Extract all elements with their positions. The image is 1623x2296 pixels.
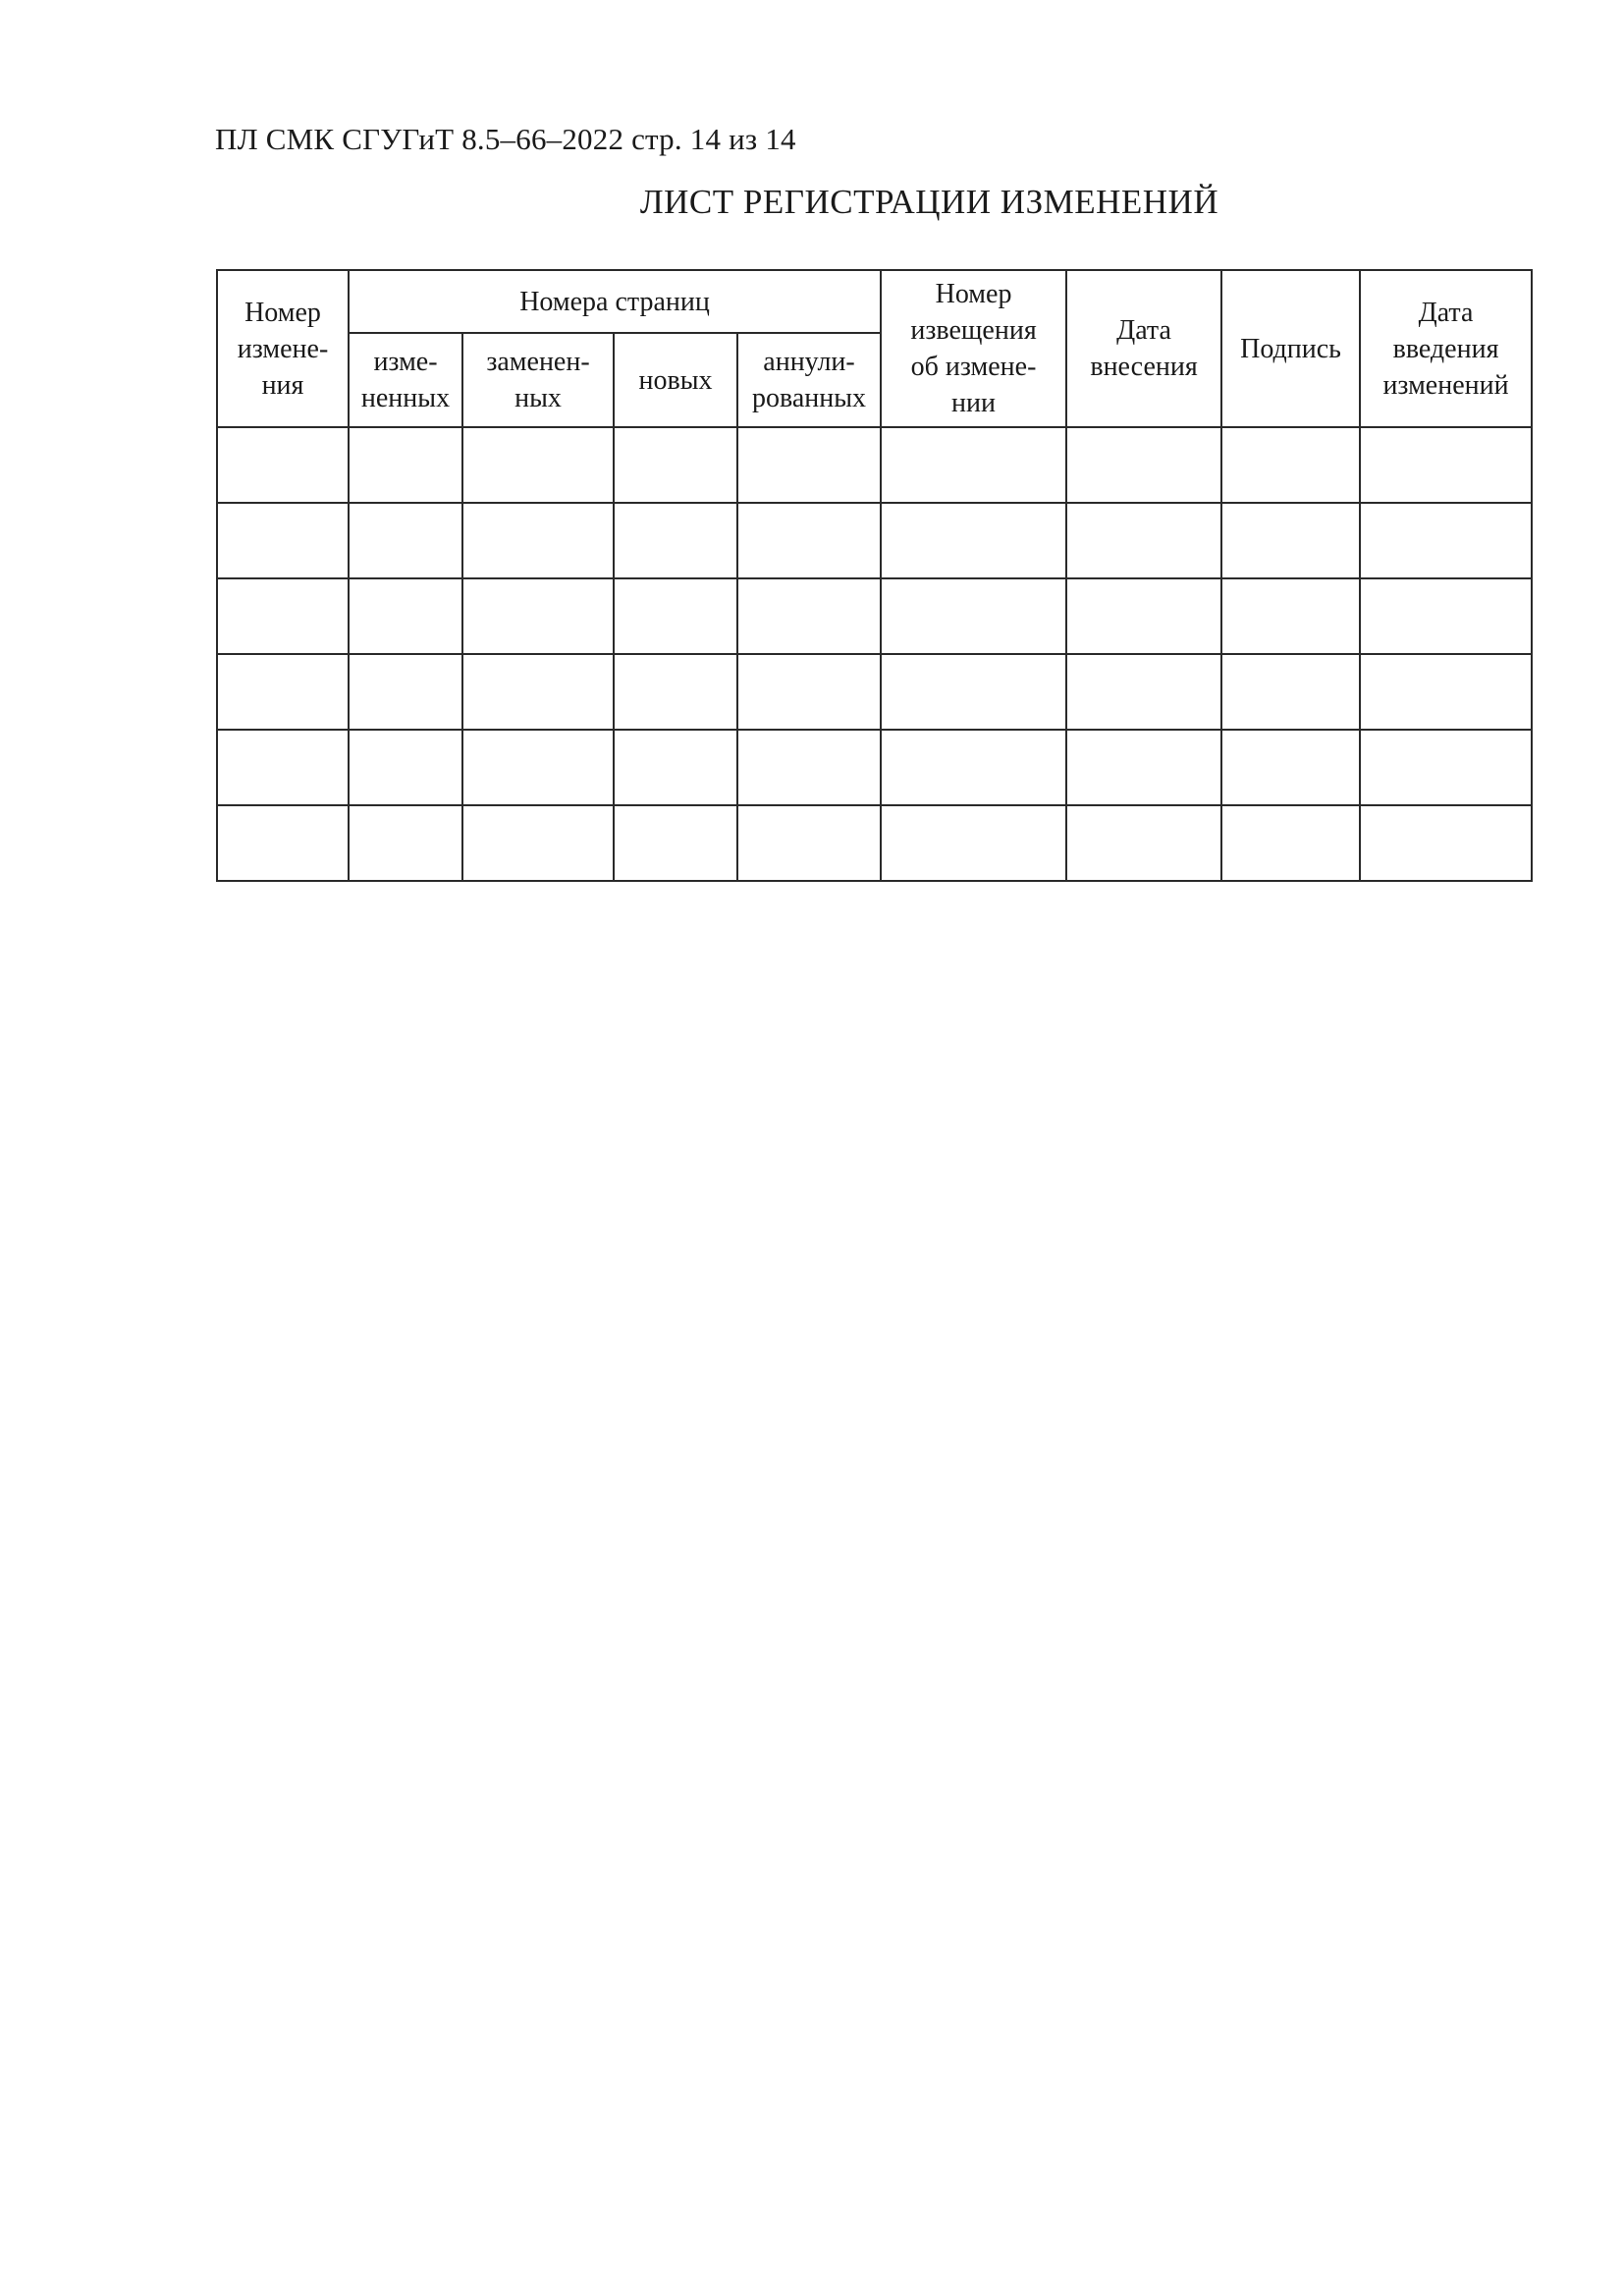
table-cell: [737, 503, 881, 578]
table-cell: [462, 427, 614, 503]
col-header-change-number: Номер измене- ния: [217, 270, 349, 427]
page-header-doc-ref: ПЛ СМК СГУГиТ 8.5–66–2022 стр. 14 из 14: [215, 122, 796, 156]
table-cell: [349, 805, 462, 881]
table-cell: [881, 730, 1066, 805]
table-row: [217, 503, 1532, 578]
table-cell: [737, 654, 881, 730]
table-cell: [881, 805, 1066, 881]
table-cell: [1221, 730, 1360, 805]
table-cell: [737, 427, 881, 503]
table-cell: [217, 654, 349, 730]
table-cell: [881, 427, 1066, 503]
table-cell: [614, 730, 737, 805]
table-cell: [349, 730, 462, 805]
table-cell: [349, 578, 462, 654]
table-cell: [1360, 730, 1532, 805]
table-cell: [1066, 805, 1221, 881]
col-header-new-pages: новых: [614, 333, 737, 427]
col-header-entry-date: Дата внесения: [1066, 270, 1221, 427]
table-cell: [217, 427, 349, 503]
table-cell: [462, 578, 614, 654]
table-cell: [737, 805, 881, 881]
col-header-notice-number: Номер извещения об измене- нии: [881, 270, 1066, 427]
col-header-annulled-pages: аннули- рованных: [737, 333, 881, 427]
sheet-title: ЛИСТ РЕГИСТРАЦИИ ИЗМЕНЕНИЙ: [639, 183, 1219, 221]
col-header-effective-date: Дата введения изменений: [1360, 270, 1532, 427]
table-cell: [1360, 654, 1532, 730]
table-cell: [1066, 730, 1221, 805]
table-cell: [217, 503, 349, 578]
table-cell: [881, 654, 1066, 730]
table-row: [217, 427, 1532, 503]
table-cell: [614, 427, 737, 503]
col-header-replaced-pages: заменен- ных: [462, 333, 614, 427]
col-header-changed-pages: изме- ненных: [349, 333, 462, 427]
table-cell: [1360, 427, 1532, 503]
table-cell: [614, 578, 737, 654]
col-header-page-numbers: Номера страниц: [349, 270, 881, 333]
col-header-signature: Подпись: [1221, 270, 1360, 427]
table-cell: [1360, 503, 1532, 578]
table-cell: [462, 503, 614, 578]
table-cell: [1066, 578, 1221, 654]
table-cell: [737, 578, 881, 654]
table-row: [217, 730, 1532, 805]
table-cell: [881, 503, 1066, 578]
table-cell: [217, 805, 349, 881]
table-cell: [462, 654, 614, 730]
table-row: [217, 578, 1532, 654]
table-cell: [1066, 503, 1221, 578]
table-cell: [614, 503, 737, 578]
table-cell: [1360, 805, 1532, 881]
table-cell: [1066, 427, 1221, 503]
table-cell: [1221, 578, 1360, 654]
table-cell: [614, 805, 737, 881]
table-cell: [217, 578, 349, 654]
table-cell: [1221, 427, 1360, 503]
table-cell: [217, 730, 349, 805]
table-cell: [1066, 654, 1221, 730]
table-cell: [462, 805, 614, 881]
table-cell: [614, 654, 737, 730]
table-cell: [349, 427, 462, 503]
table-cell: [737, 730, 881, 805]
table-cell: [881, 578, 1066, 654]
table-cell: [349, 654, 462, 730]
table-row: [217, 805, 1532, 881]
table-cell: [1221, 805, 1360, 881]
table-cell: [1221, 503, 1360, 578]
table-cell: [462, 730, 614, 805]
table-cell: [349, 503, 462, 578]
table-cell: [1360, 578, 1532, 654]
table-row: [217, 654, 1532, 730]
table-cell: [1221, 654, 1360, 730]
change-registration-table: [216, 269, 1533, 882]
